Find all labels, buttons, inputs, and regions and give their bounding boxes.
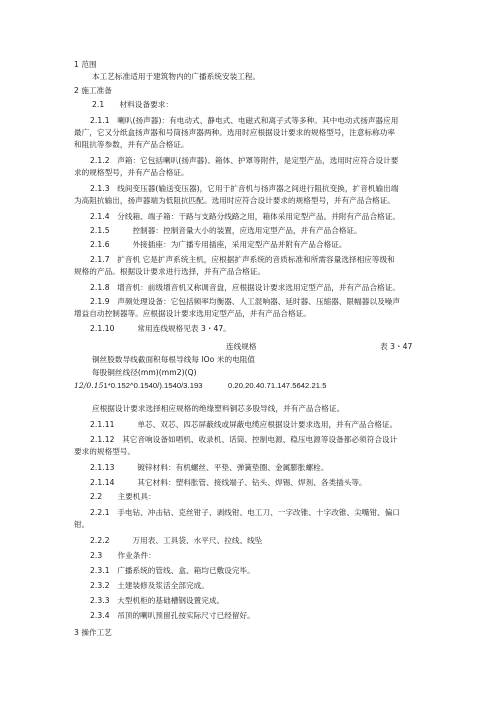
clause-2-3-3: 2.3.3 大型机柜的基础槽钢设置完成。: [90, 596, 225, 605]
clause-2-2-2: 2.2.2 万用表、工具袋、水平尺、拉线、线坠: [90, 536, 263, 545]
table-cell-strands: 12/0.15: [74, 381, 104, 390]
section-1-paragraph: 本工艺标准适用于建筑物内的广播系统安装工程。: [92, 72, 261, 81]
clause-2-1-10: 2.1.10 常用连线规格见表 3・47。: [90, 324, 231, 333]
section-3-title: 3 操作工艺: [74, 628, 112, 637]
clause-2-3: 2.3 作业条件：: [90, 551, 156, 560]
clause-2-1-8: 2.1.8 增音机：前级增音机又称调音盘，应根据设计要求选用定型产品，并有产品合格证。: [90, 283, 401, 292]
clause-2-2-1-line1: 2.2.1 手电钻、冲击钻、克丝钳子、剥线钳、电工刀、一字改锥、十字改锥、尖嘴钳、偏口: [90, 508, 401, 517]
table-header-line2: 每股铜丝线径(mm)(mm2)(Q): [92, 368, 197, 377]
clause-2-1-1-line1: 2.1.1 喇叭(扬声器)：有电动式、静电式、电磁式和离子式等多种。其中电动式扬声器应用: [90, 116, 399, 125]
table-cell-dimensions: 1*0.152^0.1540/).1540/3.193: [103, 381, 203, 390]
clause-2-1-12-line1: 2.1.12 其它音响设备如唱机、收录机、话筒、控制电源、稳压电源等设备都必须符合设计: [90, 435, 398, 444]
clause-2-1-9-line1: 2.1.9 声频处理设备：它包括频率均衡器、人工混响器、延时器、压缩器、限幅器以及噪声: [90, 297, 401, 306]
clause-2-3-1: 2.3.1 广播系统的管线、盒、箱均已敷设完毕。: [90, 566, 255, 575]
table-cell-resistance: 0.20.20.40.71.147.5642.21.5: [228, 381, 327, 390]
section-1-title: 1 范围: [74, 60, 97, 69]
clause-2-1-5: 2.1.5 控制器：控制音量大小的装置，应选用定型产品，并有产品合格证。: [90, 226, 362, 235]
clause-2-1-2-line2: 求的规格型号，并有产品合格证。: [74, 168, 189, 177]
paragraph-after-table: 应根据设计要求选择相应规格的绝缘塑料铜芯多股导线，并有产品合格证。: [92, 404, 345, 413]
table-number: 表 3・47: [380, 342, 413, 351]
clause-2-2-1-line2: 钳。: [74, 520, 90, 529]
clause-2-1-2-line1: 2.1.2 声箱：它包括喇叭(扬声器)、箱体、护罩等附件，是定型产品，选用时应符合设计要: [90, 156, 399, 165]
clause-2-1-3-line1: 2.1.3 线间变压器(输送变压器)，它用于扩音机与扬声器之间进行阻抗变换，扩音机输出端: [90, 184, 399, 193]
clause-2-1: 2.1 材料设备要求：: [92, 100, 174, 109]
clause-2-1-6: 2.1.6 外接插座：为广播专用插座，采用定型产品并附有产品合格证。: [90, 240, 347, 249]
clause-2-1-1-line3: 和阻抗等参数，并有产品合格证。: [74, 140, 189, 149]
clause-2-1-14: 2.1.14 其它材料：塑料胀管、接线端子、钻头、焊锡、焊剂、各类插头等。: [90, 478, 367, 487]
clause-2-1-4: 2.1.4 分线箱、端子箱：干路与支路分线路之用，箱体采用定型产品。并附有产品合格证。: [90, 212, 401, 221]
clause-2-1-7-line1: 2.1.7 扩音机 它是扩声系统主机，应根据扩声系统的音质标准和所需容量选择相应等级和: [90, 255, 395, 264]
clause-2-1-9-line2: 增益自动控制器等。应根据设计要求选用定型产品，并有产品合格证。: [74, 309, 311, 318]
section-2-title: 2 施工准备: [74, 86, 112, 95]
clause-2-1-13: 2.1.13 镀锌材料：有机螺丝、平垫、弹簧垫圈、金属膨胀螺栓。: [90, 463, 329, 472]
clause-2-1-7-line2: 规格的产品。根据设计要求进行选择，并有产品合格证。: [74, 267, 266, 276]
table-title: 连线规格: [226, 342, 257, 351]
table-row-1: [74, 380, 203, 391]
clause-2-1-3-line2: 为高阻抗输出，扬声器端为低阻抗匹配。选用时应符合设计要求的规格型号，并有产品合格证。: [74, 196, 396, 205]
clause-2-1-12-line2: 要求的规格型号。: [74, 447, 136, 456]
clause-2-1-11: 2.1.11 单芯、双芯、四芯屏蔽线或屏蔽电缆应根据设计要求选用，并有产品合格证。: [90, 420, 398, 429]
clause-2-2: 2.2 主要机具：: [90, 492, 156, 501]
clause-2-1-1-line2: 最广，它又分纸盒扬声器和号筒扬声器两种。选用时应根据设计要求的规格型号，注意标称功率: [74, 128, 396, 137]
clause-2-3-4: 2.3.4 吊顶的喇叭预留孔按实际尺寸已经留好。: [90, 611, 255, 620]
clause-2-3-2: 2.3.2 土建装修及浆活全部完成。: [90, 581, 209, 590]
table-header-line1: 铜丝股数导线截面积每根导线每 lOo 米的电阻值: [92, 355, 256, 364]
